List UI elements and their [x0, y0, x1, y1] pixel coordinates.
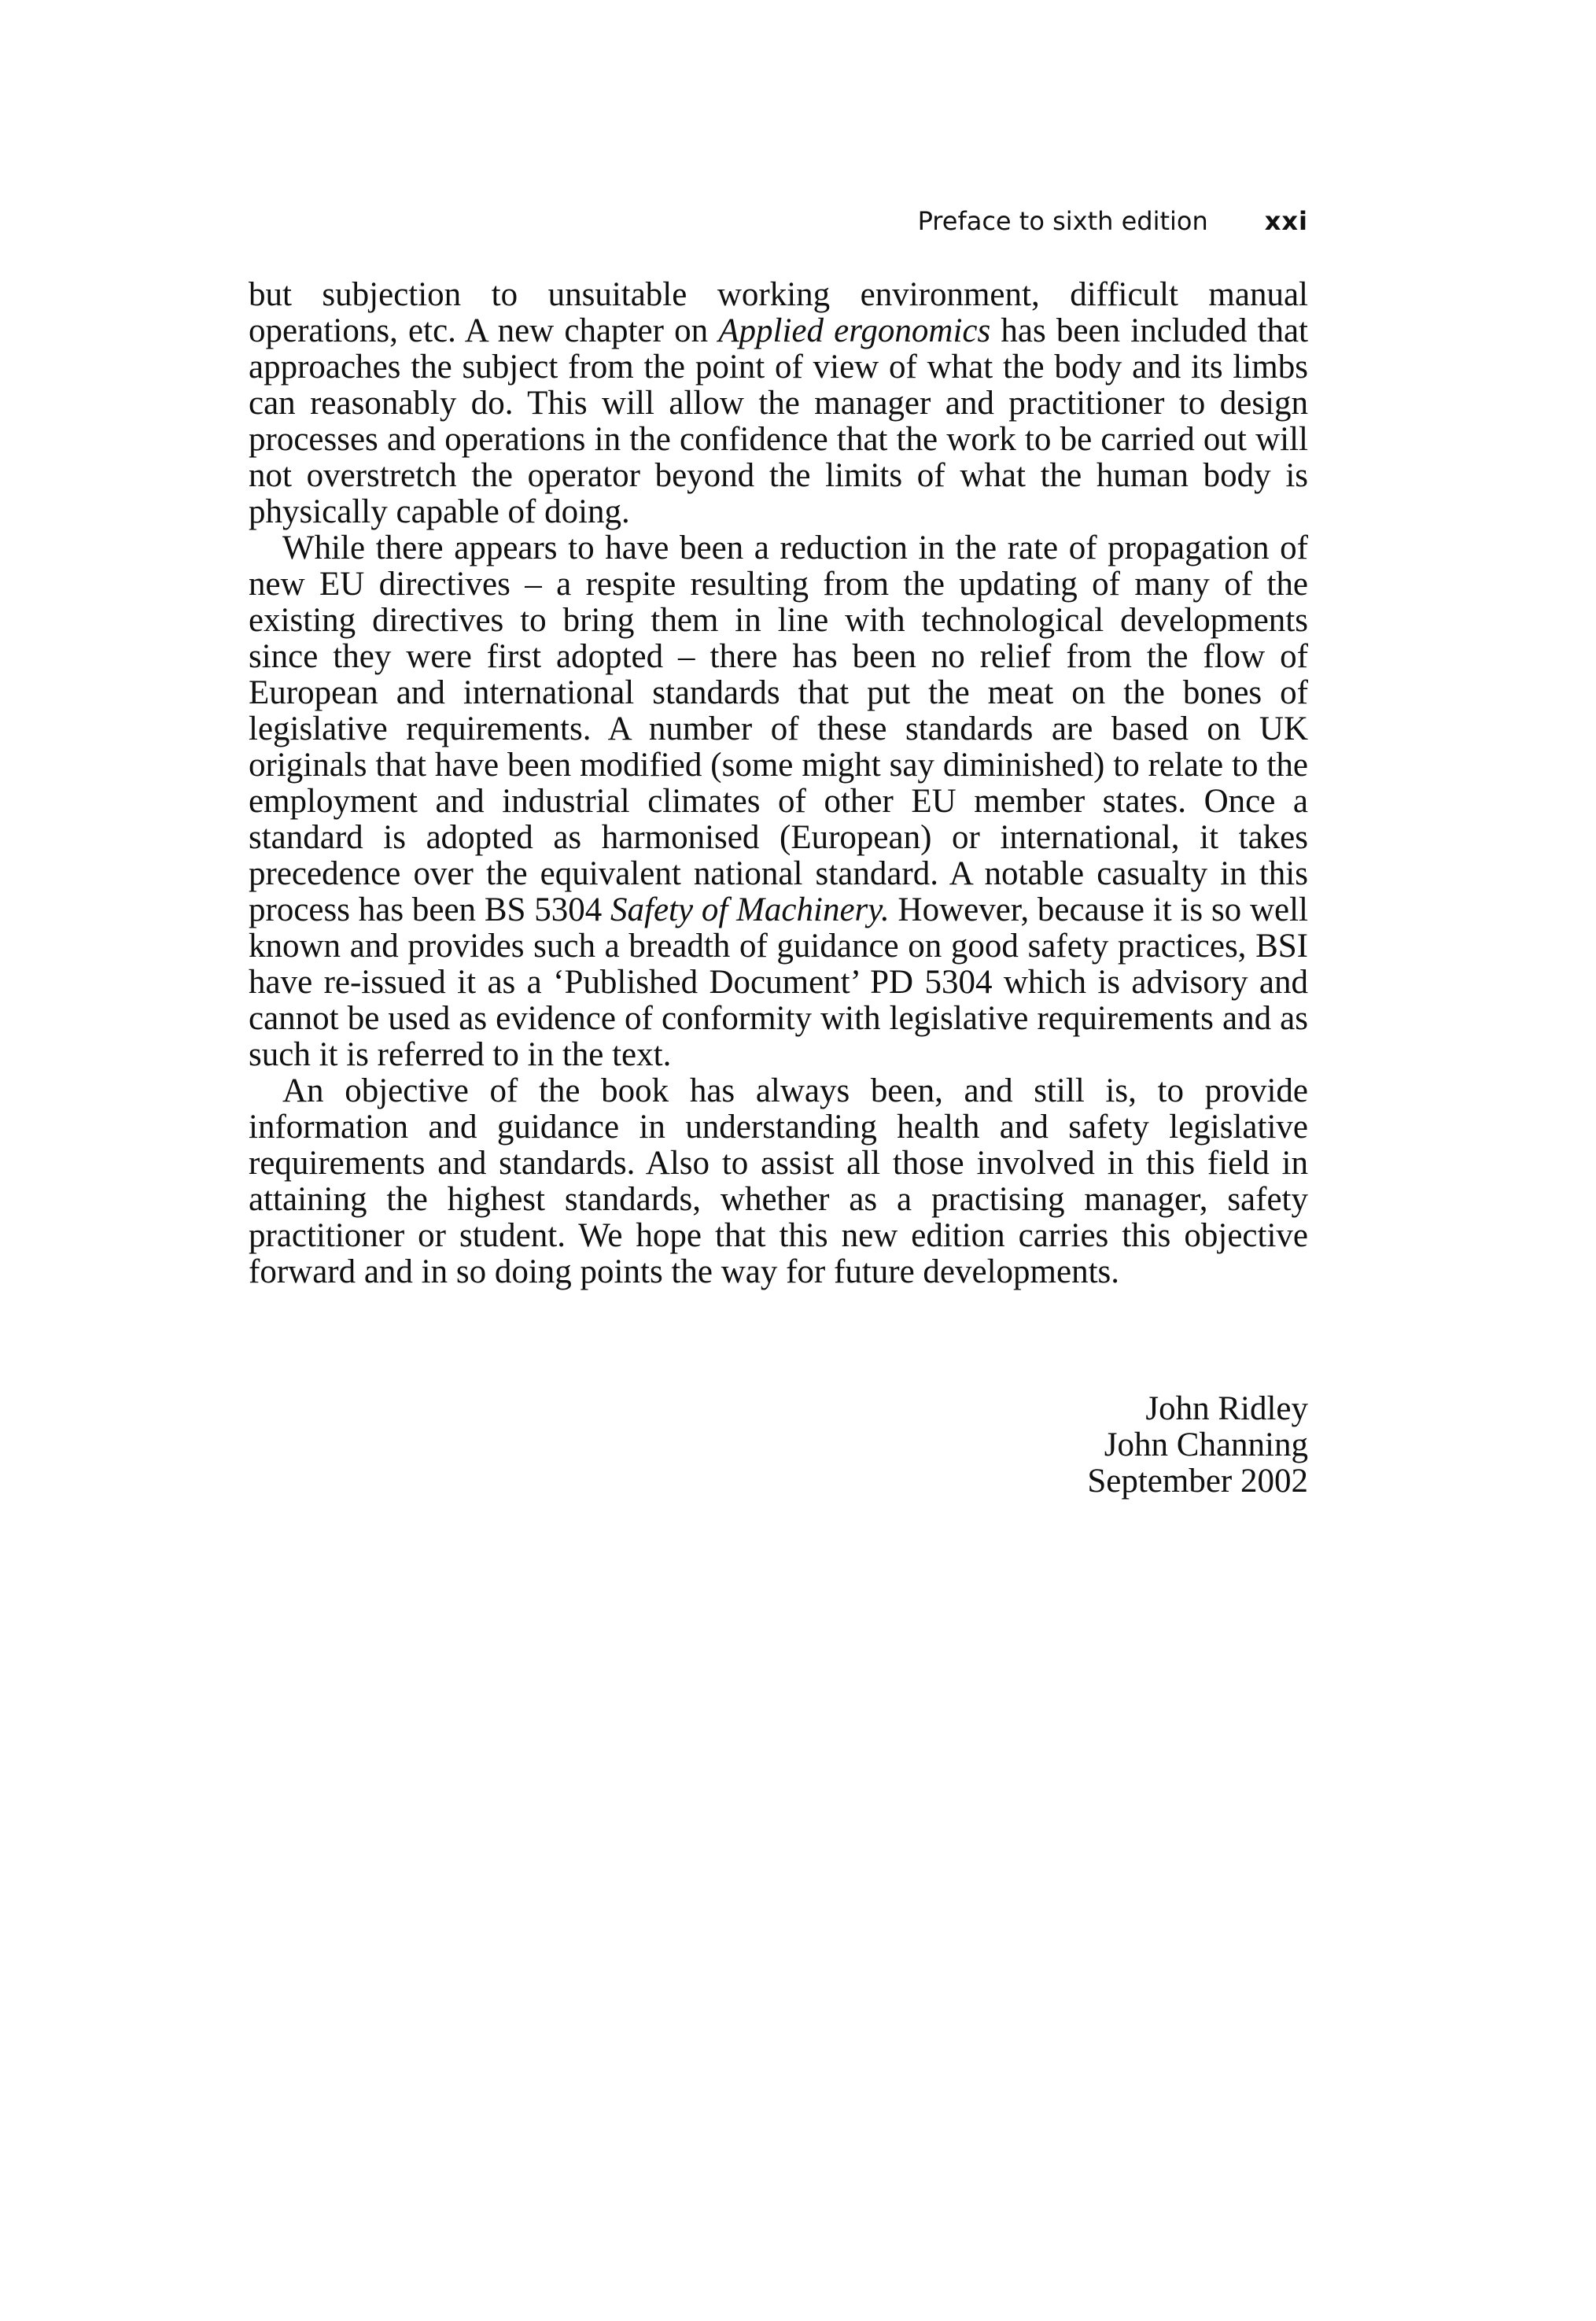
author-name-2: John Channing — [1104, 1426, 1308, 1463]
paragraph-3: An objective of the book has always been, and still is, to provide information and guidance in understanding health and safety legislative requirements and standards. Also to assist all those involved in this field in attaining the highest standards, whether as a practising manager, safety practitioner or student. We hope that this new edition carries this objective forward and in so doing points the way for future developments. — [249, 1072, 1308, 1290]
running-head — [249, 206, 1308, 245]
body-text — [249, 277, 1308, 1290]
author-name-1: John Ridley — [1145, 1390, 1308, 1427]
paragraph-2-text-a: While there appears to have been a reduction in the rate of propagation of new EU directives – a respite resulting from the updating of many of the existing directives to bring them in line with technological developments since they were first adopted – there has been no relief from the flow of European and international standards that put the meat on the bones of legislative requirements. A number of these standards are based on UK originals that have been modified (some might say diminished) to relate to the employment and industrial climates of other EU member states. Once a standard is adopted as harmonised (European) or international, it takes precedence over the equivalent national standard. A notable casualty in this process has been BS 5304 — [249, 530, 1308, 928]
paragraph-1-text-b: has been included that approaches the subject from the point of view of what the body and its limbs can reasonably do. This will allow the manager and practitioner to design processes and operations in the confidence that the work to be carried out will not overstretch the operator beyond the limits of what the human body is physically capable of doing. — [249, 312, 1308, 530]
paragraph-2 — [249, 530, 1308, 1073]
chapter-title-applied-ergonomics: Applied ergonomics — [718, 312, 991, 349]
running-title: Preface to sixth edition — [917, 206, 1208, 236]
signature-block — [249, 1391, 1308, 1500]
signature-date: September 2002 — [1087, 1463, 1308, 1500]
standard-title-safety-of-machinery: Safety of Machinery. — [610, 891, 890, 928]
paragraph-2-text-b: However, because it is so well known and provides such a breadth of guidance on good safety practices, BSI have re-issued it as a ‘Published Document’ PD 5304 which is advisory and cannot be used as evidence of conformity with legislative requirements and as such it is referred to in the text. — [249, 891, 1309, 1073]
paragraph-1-text-a: but subjection to unsuitable working environment, difficult manual operations, etc. A new chapter on — [249, 276, 1308, 349]
paragraph-1 — [249, 277, 1308, 530]
page-number: xxi — [1264, 206, 1308, 236]
